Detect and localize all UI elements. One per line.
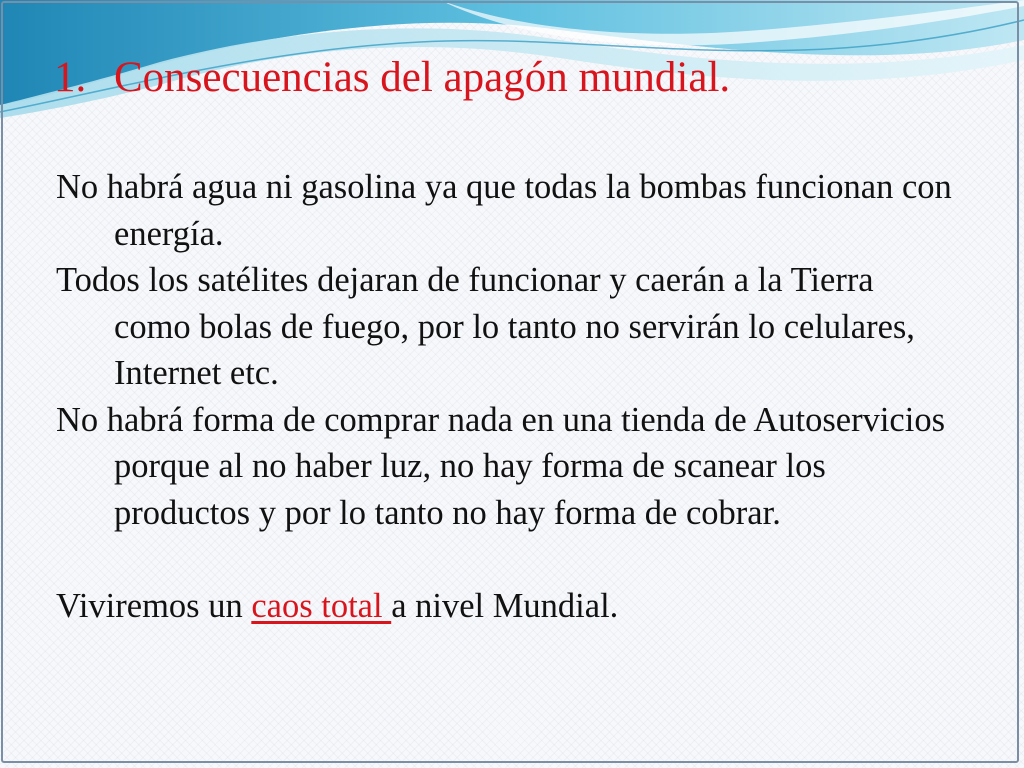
paragraph-satellites: Todos los satélites dejaran de funcionar y caerán a la Tierra como bolas de fuego, por lo tanto no servirán lo celulares, Internet etc. [56,261,915,392]
title-number: 1. [54,54,87,101]
slide-body [56,164,956,629]
conclusion [56,583,956,630]
conclusion-before: Viviremos un [56,586,252,625]
conclusion-highlight-link[interactable]: caos total [251,586,392,625]
slide-title [54,54,730,101]
conclusion-after: a nivel Mundial. [391,586,619,625]
spacer [56,536,956,583]
title-text: Consecuencias del apagón mundial. [114,54,731,101]
paragraph-shopping: No habrá forma de comprar nada en una tienda de Autoservicios porque al no haber luz, no hay forma de scanear los productos y por lo tanto no hay forma de cobrar. [56,400,945,532]
paragraph-water: No habrá agua ni gasolina ya que todas la bombas funcionan con energía. [56,168,952,253]
